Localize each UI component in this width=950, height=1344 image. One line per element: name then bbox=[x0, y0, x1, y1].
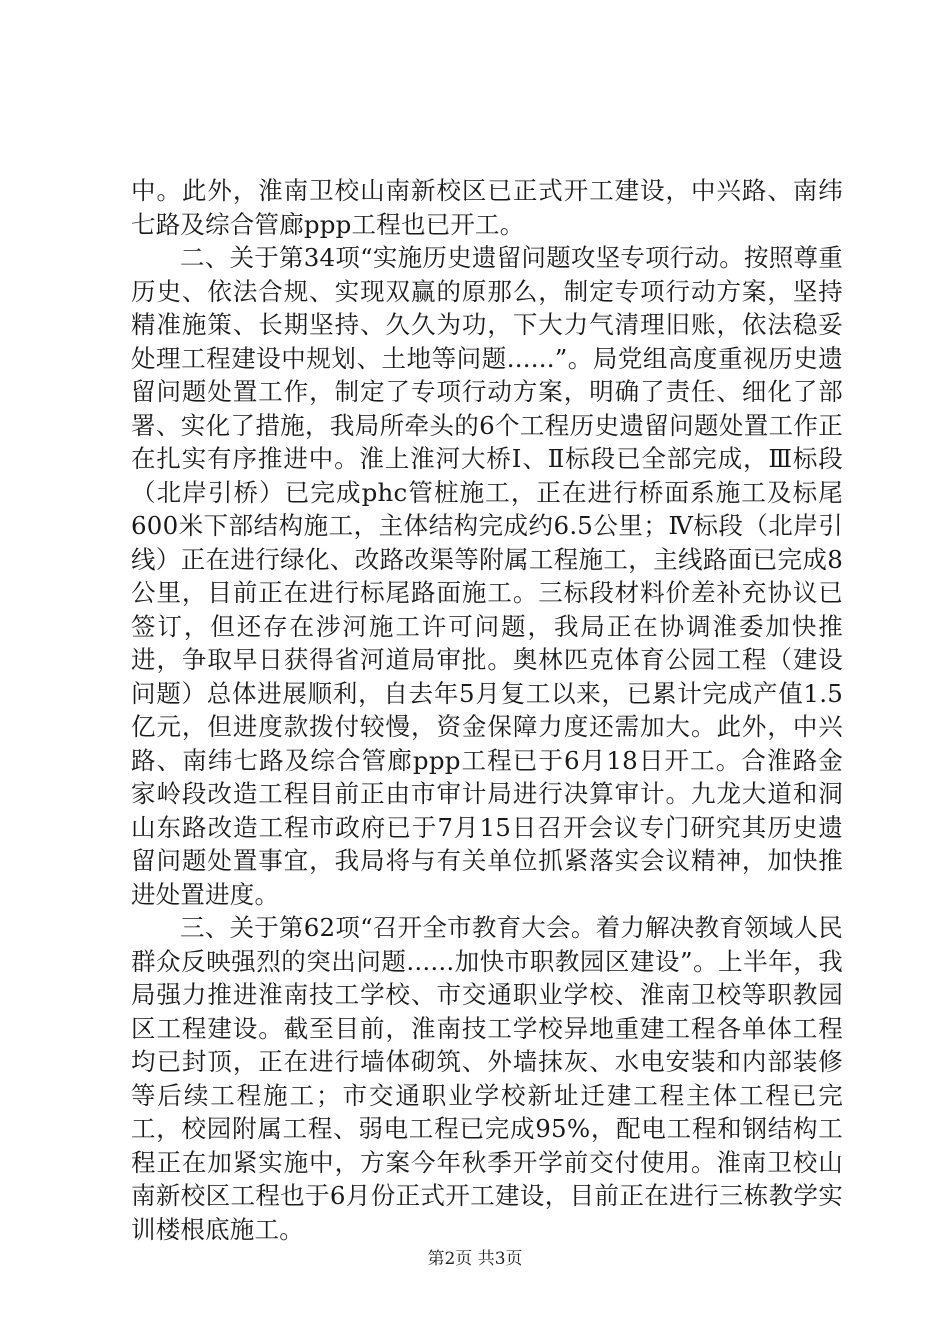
page-number-footer: 第2页 共3页 bbox=[427, 1249, 523, 1269]
paragraph-item-34: 二、关于第34项“实施历史遗留问题攻坚专项行动。按照尊重历史、依法合规、实现双赢的原那么，制定专项行动方案，坚持精准施策、长期坚持、久久为功，下大力气清理旧账，依法稳妥处理工程建设中规划、土地等问题......”。局党组高度重视历史遗留问题处置工作，制定了专项行动方案，明确了责任、细化了部署、实化了措施，我局所牵头的6个工程历史遗留问题处置工作正在扎实有序推进中。淮上淮河大桥Ⅰ、Ⅱ标段已全部完成，Ⅲ标段（北岸引桥）已完成phc管桩施工，正在进行桥面系施工及标尾600米下部结构施工，主体结构完成约6.5公里；Ⅳ标段（北岸引线）正在进行绿化、改路改渠等附属工程施工，主线路面已完成8公里，目前正在进行标尾路面施工。三标段材料价差补充协议已签订，但还存在涉河施工许可问题，我局正在协调淮委加快推进，争取早日获得省河道局审批。奥林匹克体育公园工程（建设问题）总体进展顺利，自去年5月复工以来，已累计完成产值1.5亿元，但进度款拨付较慢，资金保障力度还需加大。此外，中兴路、南纬七路及综合管廊ppp工程已于6月18日开工。合淮路金家岭段改造工程目前正由市审计局进行决算审计。九龙大道和洞山东路改造工程市政府已于7月15日召开会议专门研究其历史遗留问题处置事宜，我局将与有关单位抓紧落实会议精神，加快推进处置进度。 bbox=[131, 243, 843, 909]
document-body bbox=[131, 174, 843, 1246]
paragraph-item-62: 三、关于第62项“召开全市教育大会。着力解决教育领域人民群众反映强烈的突出问题......加快市职教园区建设”。上半年，我局强力推进淮南技工学校、市交通职业学校、淮南卫校等职教园区工程建设。截至目前，淮南技工学校异地重建工程各单体工程均已封顶，正在进行墙体砌筑、外墙抹灰、水电安装和内部装修等后续工程施工；市交通职业学校新址迁建工程主体工程已完工，校园附属工程、弱电工程已完成95%，配电工程和钢结构工程正在加紧实施中，方案今年秋季开学前交付使用。淮南卫校山南新校区工程也于6月份正式开工建设，目前正在进行三栋教学实训楼根底施工。 bbox=[131, 913, 843, 1244]
paragraph-continuation: 中。此外，淮南卫校山南新校区已正式开工建设，中兴路、南纬七路及综合管廊ppp工程也已开工。 bbox=[131, 176, 843, 239]
